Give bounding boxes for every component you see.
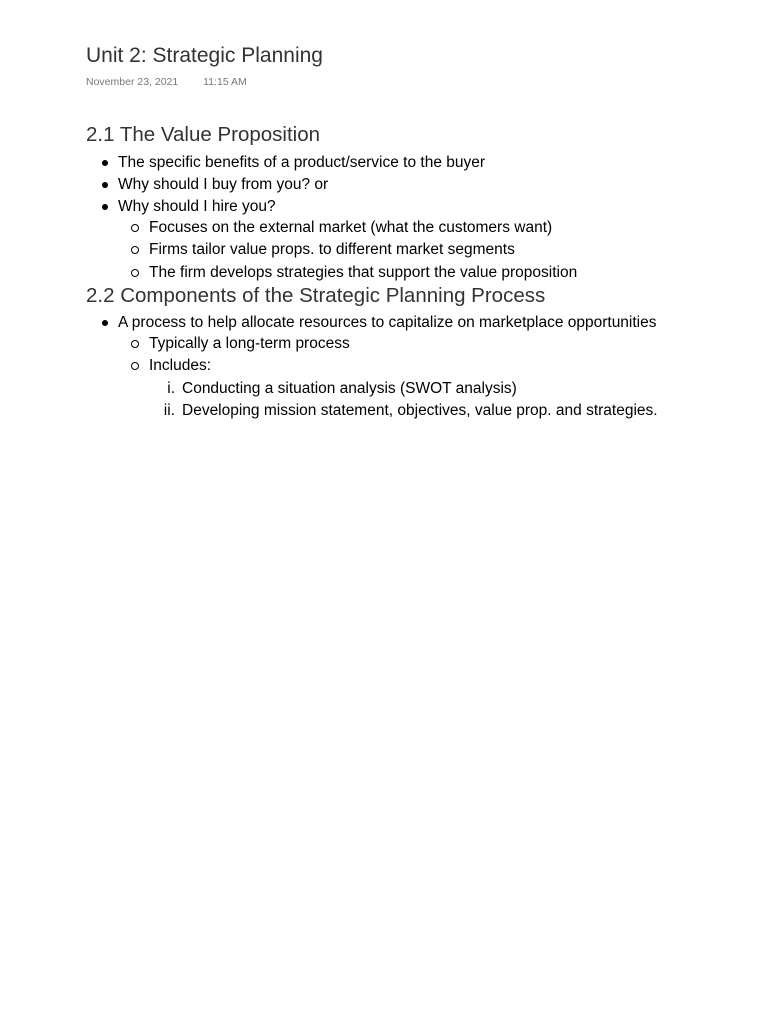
bullet-icon	[102, 160, 108, 166]
page-title: Unit 2: Strategic Planning	[86, 44, 323, 67]
circle-bullet-icon	[131, 362, 139, 370]
circle-bullet-icon	[131, 246, 139, 254]
circle-bullet-icon	[131, 224, 139, 232]
bullet-icon	[102, 182, 108, 188]
numbered-item-text: Developing mission statement, objectives, value prop. and strategies.	[182, 402, 658, 419]
note-date: November 23, 2021	[86, 76, 179, 88]
bullet-icon	[102, 204, 108, 210]
numbered-marker: i.	[167, 380, 175, 397]
list-item-text: The specific benefits of a product/service to the buyer	[118, 154, 486, 171]
section-heading-strategic-planning: 2.2 Components of the Strategic Planning Process	[86, 284, 546, 307]
list-item-text: Why should I hire you?	[118, 198, 276, 215]
section-heading-value-proposition: 2.1 The Value Proposition	[86, 123, 321, 146]
sub-list-item-text: Firms tailor value props. to different market segments	[149, 241, 515, 258]
sub-list-item-text: The firm develops strategies that support the value proposition	[149, 264, 578, 281]
list-item-text: A process to help allocate resources to capitalize on marketplace opportunities	[118, 314, 657, 331]
circle-bullet-icon	[131, 269, 139, 277]
list-item-text: Why should I buy from you? or	[118, 176, 329, 193]
sub-list-item-text: Includes:	[149, 357, 212, 374]
circle-bullet-icon	[131, 340, 139, 348]
note-timestamp	[86, 76, 247, 88]
sub-list-item-text: Focuses on the external market (what the customers want)	[149, 219, 553, 236]
numbered-item-text: Conducting a situation analysis (SWOT analysis)	[182, 380, 517, 397]
note-time: 11:15 AM	[203, 76, 247, 88]
numbered-marker: ii.	[163, 402, 175, 419]
sub-list-item-text: Typically a long-term process	[149, 335, 350, 352]
bullet-icon	[102, 320, 108, 326]
